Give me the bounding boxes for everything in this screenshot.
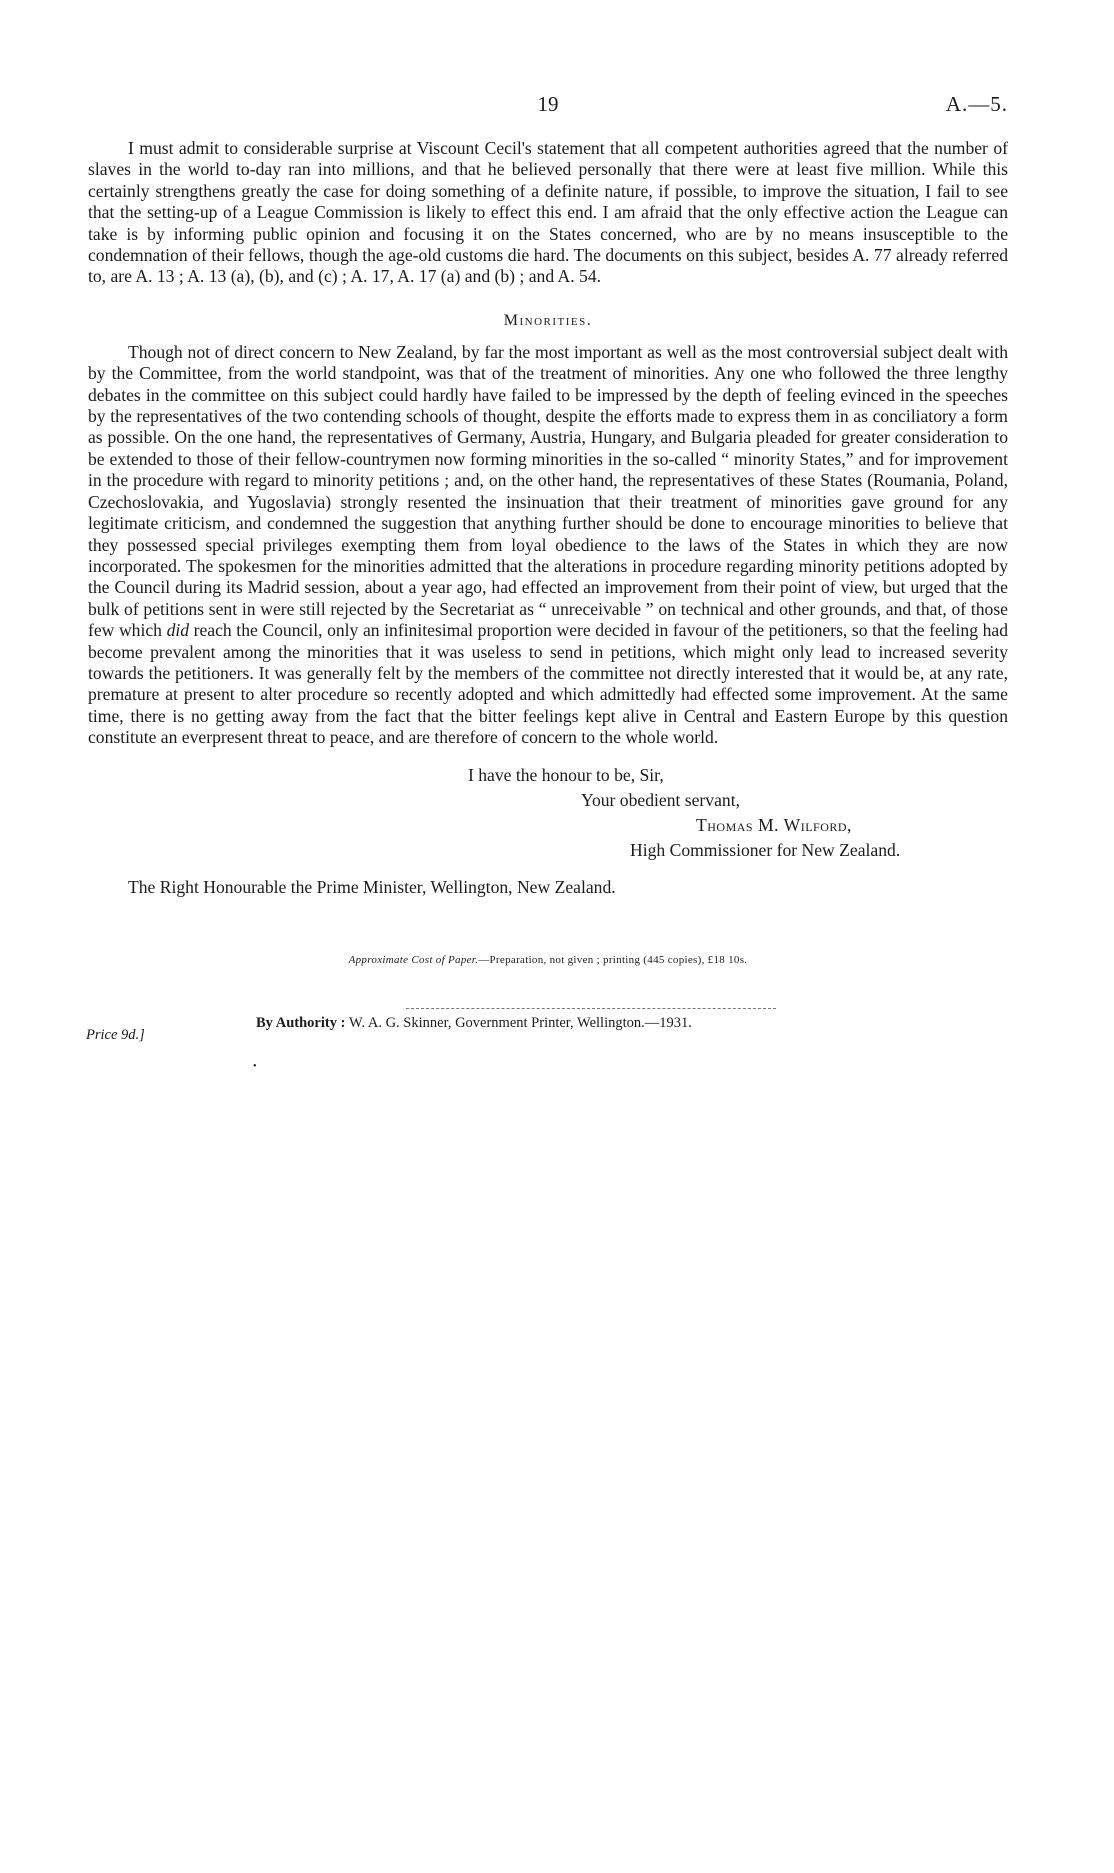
document-page (86, 92, 1008, 1072)
cost-note-text: —Preparation, not given ; printing (445 copies), £18 10s. (478, 953, 748, 966)
minorities-paragraph (88, 342, 1008, 749)
page-footer (86, 1013, 1008, 1072)
signatory-name: Thomas M. Wilford, (696, 814, 852, 835)
minorities-heading: Minorities. (503, 311, 593, 329)
minorities-text-part-2: reach the Council, only an infinitesimal proportion were decided in favour of the petitioners, so that the feeling had become prevalent among the minorities that it was useless to send in petitions, which might only lead to increased severity towards the petitioners. It was generally felt by the members of the committee not directly interested that it would be, at any rate, premature at present to alter procedure so recently adopted and which admittedly had effected some improvement. At the same time, there is no getting away from the fact that the bitter feelings kept alive in Central and Eastern Europe by this question constitute an everpresent threat to peace, and are therefore of concern to the whole world. (88, 620, 1008, 748)
cost-note-label: Approximate Cost of Paper. (348, 953, 479, 966)
signature-block (88, 763, 1008, 863)
printer-imprint (256, 1015, 692, 1032)
closing-servant: Your obedient servant, (581, 789, 740, 810)
cost-note (88, 954, 1008, 966)
emphasis-did: did (166, 620, 190, 641)
price: Price 9d.] (86, 1026, 145, 1043)
page-header (88, 92, 1008, 122)
minorities-text-part-1: Though not of direct concern to New Zealand, by far the most important as well as the most controversial subject dealt with by the Committee, from the world standpoint, was that of the treatment of minorities. Any one who followed the three lengthy debates in the committee on this subject could hardly have failed to be impressed by the depth of feeling evinced in the speeches by the representatives of the two contending schools of thought, despite the efforts made to express them in as conciliatory a form as possible. On the one hand, the representatives of Germany, Austria, Hungary, and Bulgaria pleaded for greater consideration to be extended to those of their fellow-countrymen now forming minorities in the so-called “ minority States,” and for improvement in the procedure with regard to minority petitions ; and, on the other hand, the representatives of these States (Roumania, Poland, Czechoslovakia, and Yugoslavia) strongly resented the insinuation that their treatment of minorities gave ground for any legitimate criticism, and condemned the suggestion that anything further should be done to encourage minorities to believe that they possessed special privileges exempting them from loyal obedience to the laws of the States in which they are now incorporated. The spokesmen for the minorities admitted that the alterations in procedure regarding minority petitions adopted by the Council during its Madrid session, about a year ago, had effected an improvement from their point of view, but urged that the bulk of petitions sent in were still rejected by the Secretariat as “ unreceivable ” on technical and other grounds, and that, of those few which (88, 341, 1008, 641)
signatory-title: High Commissioner for New Zealand. (630, 839, 901, 860)
document-reference: A.—5. (945, 92, 1008, 116)
footer-divider (406, 1008, 776, 1009)
printer-name: W. A. G. Skinner, Government Printer, Wellington.—1931. (349, 1014, 692, 1031)
page-number: 19 (537, 92, 559, 116)
stray-mark: • (253, 1060, 257, 1072)
slavery-paragraph: I must admit to considerable surprise at Viscount Cecil's statement that all competent authorities agreed that the number of slaves in the world to-day ran into millions, and that he believed personally that there were at least five million. While this certainly strengthens greatly the case for doing something of a definite nature, if possible, to improve the situation, I fail to see that the setting-up of a League Commission is likely to effect this end. I am afraid that the only effective action the League can take is by informing public opinion and focusing it on the States concerned, who are by no means insusceptible to the condemnation of their fellows, though the age-old customs die hard. The documents on this subject, besides A. 77 already referred to, are A. 13 ; A. 13 (a), (b), and (c) ; A. 17, A. 17 (a) and (b) ; and A. 54. (88, 138, 1008, 287)
authority-label: By Authority : (256, 1014, 346, 1031)
closing-line: I have the honour to be, Sir, (468, 764, 664, 785)
addressee: The Right Honourable the Prime Minister, Wellington, New Zealand. (128, 876, 616, 897)
